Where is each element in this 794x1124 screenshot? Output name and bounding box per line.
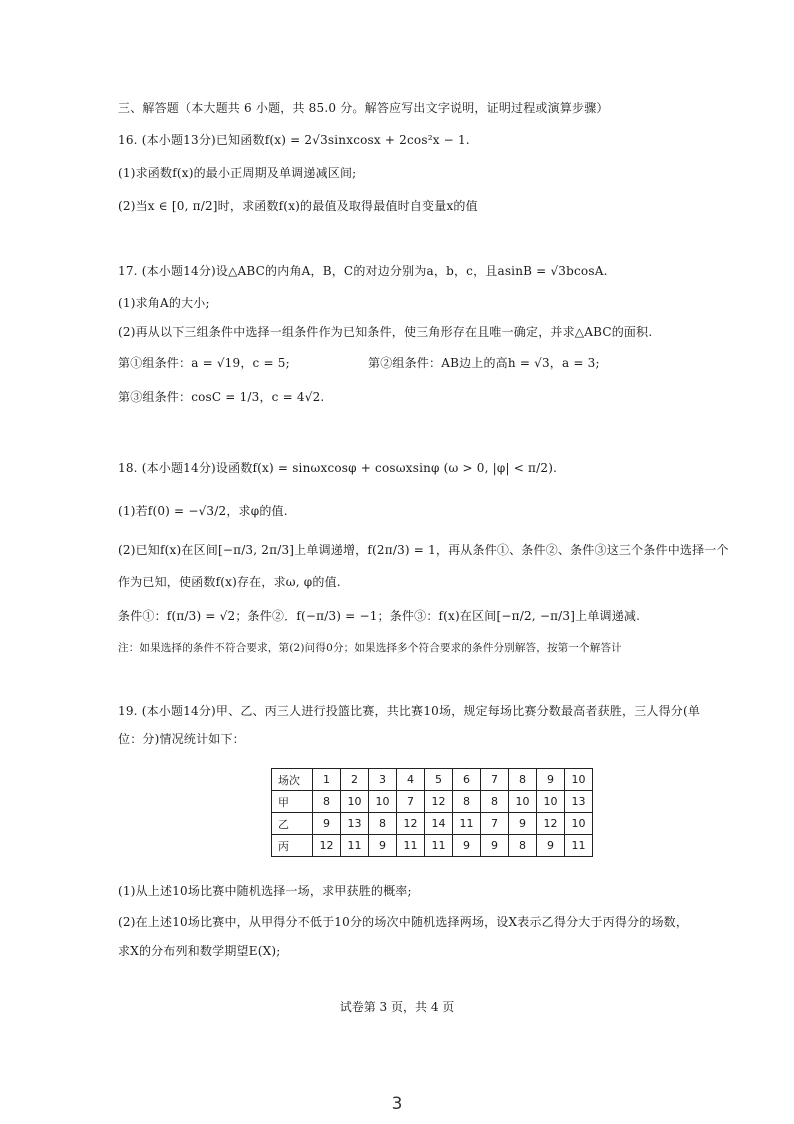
table-cell: 8 — [313, 791, 341, 813]
table-cell: 10 — [565, 769, 593, 791]
table-cell: 9 — [509, 813, 537, 835]
q18-note: 注：如果选择的条件不符合要求，第(2)问得0分；如果选择多个符合要求的条件分别解答，按第一个解答计 — [118, 642, 622, 654]
q19-part1: (1)从上述10场比赛中随机选择一场，求甲获胜的概率; — [118, 884, 412, 898]
table-cell: 8 — [509, 835, 537, 857]
q19-part2a: (2)在上述10场比赛中，从甲得分不低于10分的场次中随机选择两场，设X表示乙得分大于丙得分的场数， — [118, 915, 689, 929]
table-cell: 乙 — [272, 813, 313, 835]
section-header: 三、解答题（本大题共 6 小题，共 85.0 分。解答应写出文字说明，证明过程或演算步骤） — [118, 101, 609, 115]
table-cell: 6 — [453, 769, 481, 791]
table-cell: 3 — [369, 769, 397, 791]
table-row-bing — [272, 835, 593, 857]
table-cell: 13 — [565, 791, 593, 813]
table-cell: 7 — [481, 813, 509, 835]
table-cell: 12 — [537, 813, 565, 835]
q19-stem-b: 位：分)情况统计如下： — [118, 732, 245, 746]
table-cell: 12 — [425, 791, 453, 813]
table-cell: 8 — [481, 791, 509, 813]
q16-stem: 16. (本小题13分)已知函数f(x) = 2√3sinxcosx + 2cos²x − 1. — [118, 133, 470, 147]
table-cell: 9 — [481, 835, 509, 857]
table-cell: 10 — [341, 791, 369, 813]
table-cell: 5 — [425, 769, 453, 791]
q18-conditions: 条件①：f(π/3) = √2；条件②．f(−π/3) = −1；条件③：f(x)在区间[−π/2, −π/3]上单调递减. — [118, 609, 641, 623]
table-cell: 场次 — [272, 769, 313, 791]
page-number: 3 — [391, 1094, 403, 1114]
page-footer: 试卷第 3 页，共 4 页 — [339, 1000, 455, 1014]
table-cell: 10 — [509, 791, 537, 813]
table-cell: 11 — [453, 813, 481, 835]
q16-part2: (2)当x ∈ [0, π/2]时，求函数f(x)的最值及取得最值时自变量x的值 — [118, 199, 478, 213]
table-cell: 丙 — [272, 835, 313, 857]
q17-condition-2: 第②组条件：AB边上的高h = √3，a = 3; — [368, 356, 600, 370]
table-cell: 甲 — [272, 791, 313, 813]
table-cell: 12 — [313, 835, 341, 857]
table-cell: 7 — [481, 769, 509, 791]
table-cell: 10 — [565, 813, 593, 835]
table-cell: 7 — [397, 791, 425, 813]
table-cell: 8 — [509, 769, 537, 791]
table-cell: 11 — [425, 835, 453, 857]
q18-part2b: 作为已知，使函数f(x)存在，求ω, φ的值. — [118, 575, 341, 589]
q16-part1: (1)求函数f(x)的最小正周期及单调递减区间; — [118, 166, 357, 180]
table-row-jia — [272, 791, 593, 813]
table-cell: 9 — [537, 769, 565, 791]
table-row-yi — [272, 813, 593, 835]
table-cell: 9 — [537, 835, 565, 857]
table-cell: 8 — [453, 791, 481, 813]
table-cell: 4 — [397, 769, 425, 791]
q17-part2: (2)再从以下三组条件中选择一组条件作为已知条件，使三角形存在且唯一确定，并求△ABC的面积. — [118, 325, 653, 339]
score-table — [271, 768, 593, 857]
table-cell: 13 — [341, 813, 369, 835]
table-cell: 11 — [341, 835, 369, 857]
table-cell: 9 — [453, 835, 481, 857]
table-cell: 2 — [341, 769, 369, 791]
q18-stem: 18. (本小题14分)设函数f(x) = sinωxcosφ + cosωxsinφ (ω > 0, |φ| < π/2). — [118, 461, 558, 475]
table-header-row — [272, 769, 593, 791]
table-cell: 8 — [369, 813, 397, 835]
table-cell: 9 — [369, 835, 397, 857]
q18-part2a: (2)已知f(x)在区间[−π/3, 2π/3]上单调递增，f(2π/3) = 1，再从条件①、条件②、条件③这三个条件中选择一个 — [118, 543, 729, 557]
q19-stem-a: 19. (本小题14分)甲、乙、丙三人进行投篮比赛，共比赛10场，规定每场比赛分数最高者获胜，三人得分(单 — [118, 704, 701, 718]
q17-condition-1: 第①组条件：a = √19，c = 5; — [118, 356, 290, 370]
table-cell: 12 — [397, 813, 425, 835]
q18-part1: (1)若f(0) = −√3/2，求φ的值. — [118, 504, 288, 518]
q17-condition-3: 第③组条件：cosC = 1/3，c = 4√2. — [118, 390, 325, 404]
table-cell: 11 — [397, 835, 425, 857]
q19-part2b: 求X的分布列和数学期望E(X); — [118, 944, 281, 958]
table-cell: 1 — [313, 769, 341, 791]
table-cell: 14 — [425, 813, 453, 835]
table-cell: 9 — [313, 813, 341, 835]
table-cell: 10 — [369, 791, 397, 813]
q17-stem: 17. (本小题14分)设△ABC的内角A，B，C的对边分别为a，b，c，且asinB = √3bcosA. — [118, 264, 608, 278]
q17-part1: (1)求角A的大小; — [118, 296, 210, 310]
table-cell: 11 — [565, 835, 593, 857]
table-cell: 10 — [537, 791, 565, 813]
